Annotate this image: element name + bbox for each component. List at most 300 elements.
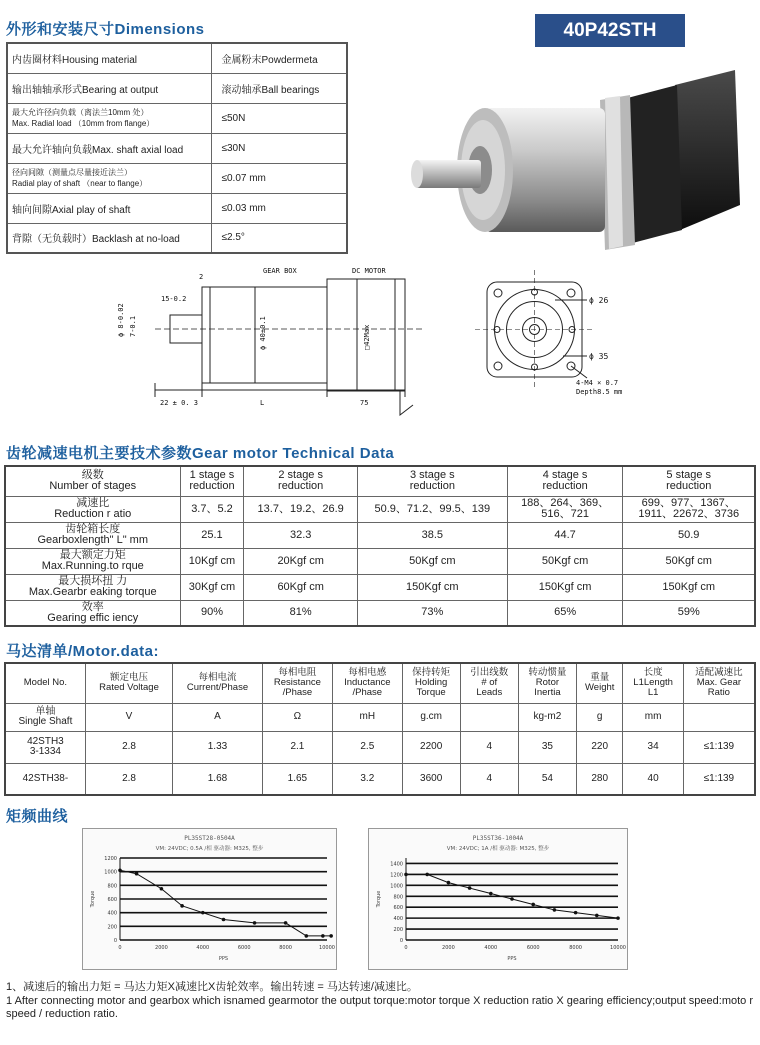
tech-cell bbox=[357, 574, 507, 600]
motor-header-text: 长度 bbox=[643, 667, 663, 679]
chart-ytick-label: 0 bbox=[113, 938, 117, 944]
tech-cell-text: 59% bbox=[677, 606, 700, 619]
tech-row-label bbox=[5, 548, 180, 574]
motor-unit-text: g.cm bbox=[420, 711, 442, 722]
dim-L: L bbox=[260, 399, 265, 407]
motor-cell bbox=[262, 731, 332, 763]
model-badge: 40P42STH bbox=[535, 14, 685, 47]
tech-cell-text: 150Kgf cm bbox=[662, 580, 716, 593]
motor-cell-text: 4 bbox=[486, 772, 493, 784]
tech-row-label bbox=[5, 522, 180, 548]
dim-label-text-en: Max. Radial load （10mm from flange） bbox=[12, 119, 155, 128]
tech-cell bbox=[244, 600, 357, 626]
tech-row-cn: 最大损坏扭 力 bbox=[58, 575, 128, 587]
motor-cell-text: 3600 bbox=[420, 772, 443, 784]
chart-xtick-label: 2000 bbox=[155, 945, 168, 951]
motor-header-text: L1Length bbox=[633, 677, 673, 689]
tech-cell-text: 73% bbox=[421, 606, 444, 619]
tech-cell-text: 60Kgf cm bbox=[277, 580, 324, 593]
motor-header-text: 每相电感 bbox=[348, 667, 387, 679]
motor-row bbox=[5, 731, 755, 763]
motor-unit-text: 单轴 bbox=[35, 706, 56, 717]
motor-header-text: Inertia bbox=[534, 687, 561, 699]
motor-cell-text: 1.68 bbox=[207, 772, 228, 784]
tech-cell-text: 3.7、5.2 bbox=[191, 502, 233, 515]
motor-cell-text: 2.1 bbox=[290, 741, 305, 752]
motor-unit-cell bbox=[623, 703, 683, 731]
chart-title: PL35ST36-1004A bbox=[472, 835, 524, 842]
tech-cell-text: 38.5 bbox=[421, 528, 444, 541]
tech-row-en: Gearboxlength" L" mm bbox=[37, 534, 149, 546]
motor-header-text: Holding bbox=[415, 677, 448, 689]
tech-header-cn: 级数 bbox=[81, 469, 104, 482]
tech-cell-text: 50Kgf cm bbox=[541, 554, 589, 567]
dim-row bbox=[7, 163, 347, 193]
gear-motor-photo bbox=[405, 60, 745, 260]
dim-label-text: 最大允许径向负载（离法兰10mm 处） bbox=[12, 108, 149, 117]
motor-cell bbox=[576, 763, 622, 795]
dim-label-text-en: Radial play of shaft （near to flange） bbox=[12, 179, 148, 188]
chart-ytick-label: 1200 bbox=[104, 856, 117, 862]
motor-cell-text: ≤1:139 bbox=[703, 741, 735, 752]
motor-header-cell bbox=[5, 663, 85, 703]
dim-row bbox=[7, 223, 347, 253]
tech-cell bbox=[180, 574, 244, 600]
tech-cell bbox=[357, 522, 507, 548]
flange-drawing bbox=[475, 270, 650, 400]
motor-cell bbox=[460, 731, 518, 763]
tech-cell-text: 699、977、1367、 bbox=[641, 497, 736, 509]
chart-point bbox=[321, 934, 325, 938]
motor-cell-text: 280 bbox=[591, 772, 609, 784]
dim-label-text: 输出轴轴承形式Bearing at output bbox=[12, 84, 159, 96]
chart-xlabel: PPS bbox=[218, 956, 229, 962]
motor-unit-cell bbox=[518, 703, 576, 731]
tech-row bbox=[5, 496, 755, 522]
dim-label-text: 轴向间隙Axial play of shaft bbox=[12, 204, 131, 216]
tech-cell bbox=[357, 600, 507, 626]
curves-title: 矩频曲线 bbox=[6, 808, 69, 825]
torque-curve-chart-2 bbox=[368, 828, 628, 970]
flange-depth: Depth8.5 mm bbox=[576, 388, 623, 396]
motor-header-text: Max. Gear bbox=[696, 677, 742, 689]
tech-cell-text: 65% bbox=[554, 606, 577, 619]
motor-cell-text: 42STH38- bbox=[22, 772, 69, 784]
motor-unit-cell bbox=[85, 703, 172, 731]
dim-label bbox=[7, 193, 211, 223]
motor-header-text: 保持转矩 bbox=[412, 667, 451, 679]
chart-xtick-label: 10000 bbox=[319, 945, 335, 951]
tech-header-text: reduction bbox=[409, 480, 455, 493]
tech-cell-text: 81% bbox=[289, 606, 312, 619]
chart-ytick-label: 1000 bbox=[390, 883, 403, 890]
tech-cell-text: 90% bbox=[200, 606, 223, 619]
motor-unit-text: mH bbox=[359, 711, 376, 722]
motor-cell bbox=[85, 731, 172, 763]
motor-row bbox=[5, 763, 755, 795]
chart-ytick-label: 1000 bbox=[104, 869, 117, 876]
dim-label bbox=[7, 103, 211, 133]
motor-header-text: 额定电压 bbox=[110, 672, 149, 684]
dim-value: 金属粉末Powdermeta bbox=[211, 43, 347, 73]
tech-cell bbox=[507, 548, 623, 574]
chart-point bbox=[531, 903, 535, 907]
motor-cell-text: ≤1:139 bbox=[703, 772, 735, 784]
motor-unit-cell bbox=[173, 703, 263, 731]
chart-ytick-label: 200 bbox=[107, 924, 117, 931]
chart-ytick-label: 600 bbox=[393, 905, 403, 912]
tech-row-label bbox=[5, 600, 180, 626]
motor-header-text: 适配减速比 bbox=[695, 667, 743, 679]
tech-cell-text: 1911、22672、3736 bbox=[638, 508, 740, 520]
tech-cell bbox=[507, 600, 623, 626]
dim-value: ≤30N bbox=[211, 133, 347, 163]
dim-22: 22 ± 0. 3 bbox=[160, 399, 198, 407]
motor-cell-text: 220 bbox=[591, 741, 609, 752]
tech-header-cell bbox=[507, 466, 623, 496]
chart-subtitle: VM: 24VDC; 0.5A /相 驱动器: M325, 整步 bbox=[155, 846, 264, 852]
chart-ytick-label: 800 bbox=[107, 883, 117, 890]
motor-cell bbox=[333, 763, 403, 795]
motor-header-text: Rated Voltage bbox=[99, 682, 159, 694]
dim-row bbox=[7, 193, 347, 223]
tech-cell-text: 30Kgf cm bbox=[188, 580, 236, 593]
tech-cell bbox=[244, 548, 357, 574]
tech-header-cell bbox=[357, 466, 507, 496]
chart-point bbox=[222, 918, 226, 922]
chart-ytick-label: 0 bbox=[399, 938, 403, 944]
tech-row bbox=[5, 600, 755, 626]
motor-unit-cell bbox=[576, 703, 622, 731]
motor-header-text: 每相电阻 bbox=[278, 667, 317, 679]
tech-cell bbox=[623, 548, 755, 574]
chart-xtick-label: 0 bbox=[404, 945, 408, 951]
tech-row-en: Gearing effic iency bbox=[47, 611, 139, 624]
chart-ylabel: Torque bbox=[90, 890, 96, 908]
chart-point bbox=[595, 914, 599, 918]
note-cn: 1、减速后的输出力矩 = 马达力矩X减速比X齿轮效率。输出转速 = 马达转速/减速比。 bbox=[6, 981, 418, 993]
motor-header-text: /Phase bbox=[352, 687, 383, 699]
tech-row-en: Max.Gearbr eaking torque bbox=[28, 586, 157, 598]
tech-cell-text: 150Kgf cm bbox=[538, 580, 592, 593]
chart-point bbox=[447, 881, 451, 885]
motor-header-cell bbox=[518, 663, 576, 703]
dim-value: ≤0.07 mm bbox=[211, 163, 347, 193]
tech-cell bbox=[244, 574, 357, 600]
chart-title: PL35ST28-0504A bbox=[184, 835, 235, 842]
dim-label-text: 径向间隙（测量点尽量接近法兰） bbox=[12, 168, 132, 177]
tech-cell-text: 188、264、369、 bbox=[521, 497, 610, 509]
motor-unit-cell bbox=[683, 703, 755, 731]
motor-cell bbox=[5, 763, 85, 795]
flange-m4: 4-M4 × 0.7 bbox=[576, 379, 619, 387]
chart-xtick-label: 2000 bbox=[442, 945, 455, 951]
motor-cell-text: 4 bbox=[486, 741, 493, 752]
dim-label bbox=[7, 163, 211, 193]
chart-point bbox=[305, 934, 309, 938]
motor-header-row bbox=[5, 663, 755, 703]
chart-xtick-label: 10000 bbox=[610, 945, 626, 951]
motor-cell-text: 3.2 bbox=[360, 772, 375, 784]
motor-header-text: Leads bbox=[476, 687, 503, 699]
motor-unit-cell bbox=[262, 703, 332, 731]
chart-point bbox=[160, 887, 164, 891]
motor-cell bbox=[623, 731, 683, 763]
tech-row bbox=[5, 522, 755, 548]
motor-cell-text: 1.65 bbox=[287, 772, 308, 784]
chart-ytick-label: 1400 bbox=[390, 861, 403, 868]
tech-cell bbox=[180, 496, 244, 522]
torque-curve-chart-1 bbox=[82, 828, 337, 970]
motor-cell-text: 2.8 bbox=[122, 772, 136, 784]
tech-row-cn: 减速比 bbox=[76, 497, 110, 509]
motor-unit-cell bbox=[460, 703, 518, 731]
tech-row-cn: 最大额定力矩 bbox=[59, 549, 126, 561]
chart-point bbox=[201, 911, 205, 915]
tech-cell-text: 20Kgf cm bbox=[277, 554, 324, 567]
tech-cell bbox=[244, 522, 357, 548]
chart-point bbox=[510, 897, 514, 901]
motor-cell-text: 40 bbox=[647, 772, 659, 784]
motor-cell bbox=[518, 763, 576, 795]
motor-header-cell bbox=[623, 663, 683, 703]
dim-value: ≤50N bbox=[211, 103, 347, 133]
motor-header-text: /Phase bbox=[282, 687, 313, 699]
tech-cell-text: 50Kgf cm bbox=[665, 554, 712, 567]
dim-d40: ϕ 40±0.1 bbox=[259, 316, 267, 350]
motor-header-text: Resistance bbox=[273, 677, 321, 689]
chart-ytick-label: 200 bbox=[393, 927, 403, 934]
tech-cell bbox=[623, 574, 755, 600]
dim-value: ≤2.5° bbox=[211, 223, 347, 253]
dimensions-table bbox=[6, 42, 348, 254]
motor-cell bbox=[623, 763, 683, 795]
dim-value: ≤0.03 mm bbox=[211, 193, 347, 223]
motor-cell-text: 35 bbox=[541, 741, 553, 752]
dim-d8: ϕ 8-0.02 bbox=[117, 303, 125, 337]
tech-header-cell bbox=[180, 466, 244, 496]
chart-ylabel: Torque bbox=[376, 890, 382, 908]
motor-header-text: Current/Phase bbox=[186, 682, 249, 694]
motor-cell bbox=[173, 763, 263, 795]
tech-cell bbox=[507, 522, 623, 548]
motor-unit-text: kg-m2 bbox=[533, 711, 562, 722]
tech-header-text: reduction bbox=[666, 480, 712, 493]
motor-cell-text: 2200 bbox=[420, 741, 443, 752]
gear-box-label: GEAR BOX bbox=[263, 267, 297, 275]
motor-header-cell bbox=[683, 663, 755, 703]
chart-point bbox=[284, 921, 288, 925]
tech-header-text: 4 stage s bbox=[542, 469, 588, 482]
tech-title: 齿轮减速电机主要技术参数Gear motor Technical Data bbox=[6, 445, 395, 462]
chart-point bbox=[616, 916, 620, 920]
motor-cell bbox=[262, 763, 332, 795]
dim-label bbox=[7, 73, 211, 103]
motor-cell bbox=[173, 731, 263, 763]
dim-row bbox=[7, 43, 347, 73]
chart-xtick-label: 8000 bbox=[279, 945, 292, 951]
side-dimension-drawing bbox=[95, 265, 455, 420]
motor-cell bbox=[576, 731, 622, 763]
chart-xtick-label: 6000 bbox=[237, 945, 251, 951]
motor-header-text: Ratio bbox=[707, 687, 730, 699]
motor-cell-text: 54 bbox=[541, 772, 553, 784]
chart-xtick-label: 0 bbox=[118, 945, 122, 951]
chart-subtitle: VM: 24VDC; 1A /相 驱动器: M325, 整步 bbox=[446, 846, 550, 852]
dim-75: 75 bbox=[360, 399, 369, 407]
dim-label-text: 背隙（无负载时）Backlash at no-load bbox=[12, 234, 180, 246]
tech-header-cell bbox=[244, 466, 357, 496]
motor-units-row bbox=[5, 703, 755, 731]
chart-point bbox=[329, 934, 333, 938]
motor-header-text: Model No. bbox=[23, 677, 68, 689]
tech-header-text: reduction bbox=[189, 480, 235, 493]
motor-header-cell bbox=[402, 663, 460, 703]
tech-cell-text: 44.7 bbox=[554, 528, 576, 541]
motor-header-cell bbox=[85, 663, 172, 703]
motor-header-text: Rotor bbox=[535, 677, 560, 689]
chart-ytick-label: 400 bbox=[393, 916, 403, 923]
dim-row bbox=[7, 73, 347, 103]
chart-point bbox=[574, 911, 578, 915]
motor-header-cell bbox=[576, 663, 622, 703]
chart-point bbox=[489, 892, 493, 896]
tech-header-text: reduction bbox=[278, 480, 324, 493]
dim-row bbox=[7, 103, 347, 133]
motor-header-text: 每相电流 bbox=[198, 672, 237, 684]
motor-unit-text: V bbox=[125, 711, 133, 722]
tech-header-text: 5 stage s bbox=[666, 469, 712, 482]
chart-xtick-label: 4000 bbox=[484, 945, 498, 951]
chart-point bbox=[553, 908, 557, 912]
chart-point bbox=[425, 873, 429, 877]
tech-cell bbox=[244, 496, 357, 522]
dim-label bbox=[7, 223, 211, 253]
dim-value: 滚动轴承Ball bearings bbox=[211, 73, 347, 103]
tech-row-cn: 齿轮箱长度 bbox=[65, 523, 121, 535]
tech-header-text: 3 stage s bbox=[410, 469, 455, 482]
dim-15: 15-0.2 bbox=[161, 295, 187, 303]
motor-header-text: Inductance bbox=[344, 677, 391, 689]
motor-cell-text: 34 bbox=[647, 741, 659, 752]
motor-header-text: 引出线数 bbox=[470, 667, 509, 679]
motor-cell bbox=[402, 731, 460, 763]
motor-cell-text: 42STH3 bbox=[27, 736, 64, 747]
tech-cell-text: 516、721 bbox=[541, 508, 589, 520]
tech-cell-text: 25.1 bbox=[201, 528, 223, 541]
motor-cell bbox=[85, 763, 172, 795]
chart-ytick-label: 1200 bbox=[390, 872, 403, 879]
motor-header-cell bbox=[460, 663, 518, 703]
motor-cell-text: 1.33 bbox=[207, 741, 228, 752]
chart-ytick-label: 400 bbox=[107, 910, 117, 917]
tech-row-en: Max.Running.to rque bbox=[41, 560, 144, 572]
note-en: 1 After connecting motor and gearbox which isnamed gearmotor the output torque:motor torque X reduction ratio X gearing efficiency;output speed:moto r speed / reduction ratio. bbox=[6, 995, 754, 1020]
motor-unit-text: mm bbox=[644, 711, 662, 722]
motor-header-text: Torque bbox=[416, 687, 446, 699]
motor-cell bbox=[333, 731, 403, 763]
tech-cell bbox=[357, 548, 507, 574]
dimensions-title: 外形和安装尺寸Dimensions bbox=[6, 21, 205, 38]
chart-point bbox=[253, 921, 257, 925]
chart-point bbox=[404, 873, 408, 877]
chart-point bbox=[118, 869, 122, 873]
dim-label bbox=[7, 133, 211, 163]
tech-cell-text: 50.9 bbox=[678, 528, 700, 541]
tech-cell bbox=[180, 522, 244, 548]
tech-header-label bbox=[5, 466, 180, 496]
motor-unit-text: Single Shaft bbox=[18, 716, 73, 727]
motor-header-cell bbox=[333, 663, 403, 703]
tech-cell bbox=[623, 600, 755, 626]
tech-cell bbox=[623, 496, 755, 522]
tech-header-text: 2 stage s bbox=[278, 469, 323, 482]
motor-unit-text: A bbox=[214, 711, 221, 722]
chart-ytick-label: 800 bbox=[393, 894, 403, 901]
motor-unit-cell bbox=[5, 703, 85, 731]
motor-cell-text: 3-1334 bbox=[29, 746, 61, 757]
tech-row bbox=[5, 548, 755, 574]
motor-header-text: 重量 bbox=[590, 672, 610, 684]
tech-cell bbox=[180, 600, 244, 626]
tech-cell-text: 10Kgf cm bbox=[188, 554, 236, 567]
tech-cell-text: 13.7、19.2、26.9 bbox=[257, 502, 344, 515]
tech-header-cell bbox=[623, 466, 755, 496]
motor-unit-text: g bbox=[596, 711, 603, 722]
chart-xtick-label: 8000 bbox=[569, 945, 582, 951]
motor-cell bbox=[518, 731, 576, 763]
dim-2: 2 bbox=[199, 273, 204, 281]
tech-cell-text: 150Kgf cm bbox=[406, 580, 459, 593]
tech-cell bbox=[180, 548, 244, 574]
flange-d35: ϕ 35 bbox=[589, 352, 609, 361]
tech-cell bbox=[623, 522, 755, 548]
motor-cell-text: 2.8 bbox=[122, 741, 136, 752]
chart-point bbox=[180, 904, 184, 908]
motor-header-cell bbox=[173, 663, 263, 703]
motor-cell bbox=[460, 763, 518, 795]
motor-header-cell bbox=[262, 663, 332, 703]
chart-xtick-label: 6000 bbox=[526, 945, 540, 951]
tech-row bbox=[5, 574, 755, 600]
chart-point bbox=[468, 886, 472, 890]
motor-table bbox=[4, 662, 756, 796]
tech-row-en: Reduction r atio bbox=[54, 508, 132, 520]
motor-header-text: # of bbox=[481, 677, 498, 689]
dim-d7: 7-0.1 bbox=[129, 315, 137, 337]
motor-cell bbox=[683, 763, 755, 795]
tech-row-label bbox=[5, 574, 180, 600]
dim-label-text: 最大允许轴向负载Max. shaft axial load bbox=[12, 144, 184, 156]
tech-header-row bbox=[5, 466, 755, 496]
motor-header-text: Weight bbox=[585, 682, 615, 694]
dc-motor-label: DC MOTOR bbox=[352, 267, 386, 275]
motor-cell-text: 2.5 bbox=[360, 741, 375, 752]
chart-point bbox=[135, 872, 139, 876]
tech-row-cn: 效率 bbox=[81, 600, 104, 613]
tech-cell-text: 50.9、71.2、99.5、139 bbox=[374, 502, 491, 515]
chart-xtick-label: 4000 bbox=[196, 945, 210, 951]
motor-unit-cell bbox=[333, 703, 403, 731]
tech-cell-text: 32.3 bbox=[289, 528, 312, 541]
dim-label-text: 内齿圈材料Housing material bbox=[12, 54, 138, 66]
tech-header-text: reduction bbox=[542, 480, 588, 493]
motor-header-text: L1 bbox=[647, 687, 659, 699]
flange-d26: ϕ 26 bbox=[589, 296, 609, 305]
motor-title: 马达清单/Motor.data: bbox=[6, 643, 159, 660]
tech-cell bbox=[357, 496, 507, 522]
tech-table bbox=[4, 465, 756, 627]
